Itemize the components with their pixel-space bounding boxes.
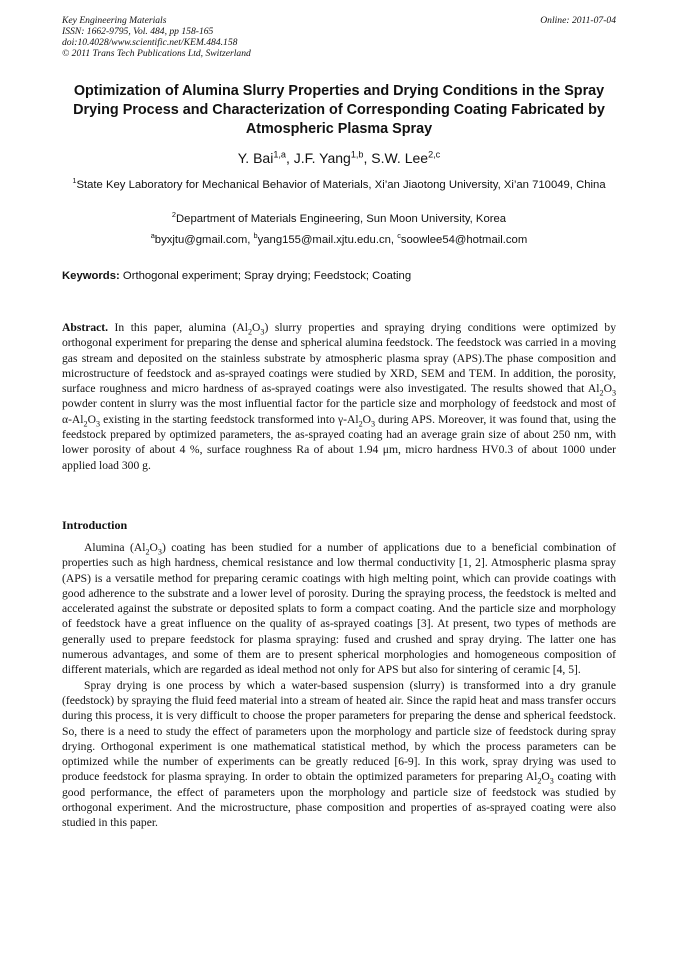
email-link[interactable]: yang155@mail.xjtu.edu.cn, xyxy=(257,234,398,246)
intro-paragraph-1 xyxy=(62,540,616,678)
intro-paragraph-2 xyxy=(62,678,616,831)
email-superscript: c xyxy=(397,231,401,241)
abstract-text: during APS. Moreover, it was found that, using the feedstock prepared by optimized parameters, the as-sprayed coating had an average grain size of about 250 nm, with lower porosity of about 4 %, surface roughness Ra of about 1.94 μm, micro hardness HV0.3 of about 1000 under applied load 300 g. xyxy=(62,412,616,472)
subscript: 2 xyxy=(145,547,150,557)
copyright-line: © 2011 Trans Tech Publications Ltd, Switzerland xyxy=(62,48,251,59)
abstract xyxy=(62,320,616,473)
abstract-text: O xyxy=(362,412,371,426)
subscript: 2 xyxy=(247,327,253,337)
email-superscript: b xyxy=(253,231,258,241)
subscript: 3 xyxy=(157,547,162,557)
email-link[interactable]: byxjtu@gmail.com, xyxy=(154,234,254,246)
subscript: 3 xyxy=(549,776,554,786)
abstract-text: In this paper, alumina (Al xyxy=(108,321,248,334)
keywords xyxy=(62,270,616,282)
affiliation-text: State Key Laboratory for Mechanical Behavior of Materials, Xi’an Jiaotong University, Xi’an 710049, China xyxy=(76,179,606,191)
paragraph-text: coating with good performance, the effect of parameters upon the morphology and particle size of feedstock was studied by orthogonal experiment. And the microstructure, phase composition and properties of as-sprayed coating were also studied in this paper. xyxy=(62,770,616,830)
author-separator: , xyxy=(363,150,372,166)
email-superscript: a xyxy=(150,231,155,241)
author-name: J.F. Yang xyxy=(293,150,351,166)
author-superscript: 1,b xyxy=(350,149,364,160)
subscript: 3 xyxy=(371,419,376,429)
affiliation-text: Department of Materials Engineering, Sun Moon University, Korea xyxy=(176,213,507,225)
subscript: 3 xyxy=(95,419,101,429)
abstract-text: existing in the starting feedstock transformed into γ-Al xyxy=(100,412,359,426)
subscript: 3 xyxy=(611,388,616,398)
online-date: Online: 2011-07-04 xyxy=(540,15,616,26)
subscript: 3 xyxy=(260,327,265,337)
journal-metadata xyxy=(62,15,251,59)
subscript: 2 xyxy=(83,419,88,429)
paragraph-text: ) coating has been studied for a number of applications due to a beneficial combination of properties such as high hardness, chemical resistance and low thermal conductivity [1, 2]. Atmospheric plasma spray (APS) is a versatile method for preparing ceramic coatings with high melting point, which can provide coatings with good adherence to the substrate and a lower level of porosity. During the spraying process, the feedstock is melted and accelerated against the substrate or deposited splats to form a compact coating. And the particle size and morphology of feedstock have a great influence on the quality of as-sprayed coatings [3]. At present, two types of methods are generally used to prepare feedstock for plasma spraying: fused and crushed and spray drying. The latter one has numerous advantages, and some of them are to present spherical morphologies and homogeneous composition of different materials, which are regarded as ideal method not only for APS but also for sintering of ceramic [4, 5]. xyxy=(62,541,616,677)
affiliation-1 xyxy=(62,178,616,193)
author-emails xyxy=(62,233,616,248)
abstract-text: O xyxy=(252,321,261,334)
keywords-text: Orthogonal experiment; Spray drying; Feedstock; Coating xyxy=(119,270,412,282)
abstract-text: powder content in slurry was the most influential factor for the particle size and morphology of feedstock and most of α-Al xyxy=(62,397,616,426)
abstract-text: O xyxy=(603,382,612,396)
affiliation-superscript: 1 xyxy=(72,176,77,186)
paragraph-text: O xyxy=(149,541,158,554)
subscript: 2 xyxy=(599,388,604,398)
affiliation-superscript: 2 xyxy=(171,210,176,220)
author-list xyxy=(62,150,616,166)
paragraph-text: O xyxy=(541,770,550,784)
abstract-label: Abstract. xyxy=(62,321,109,334)
abstract-text: ) slurry properties and spraying drying conditions were optimized by orthogonal experiment for preparing the dense and spherical alumina feedstock. The feedstock was carried in a moving gas stream and deposited on the stainless substrate by atmospheric plasma spray (APS).The phase composition and microstructure of feedstock and as-sprayed coatings were studied by XRD, SEM and TEM. In addition, the porosity, surface roughness and micro hardness of as-sprayed coatings were also investigated. The results showed that Al xyxy=(62,321,617,396)
subscript: 2 xyxy=(537,776,542,786)
author-name: S.W. Lee xyxy=(371,150,429,166)
doi-line: doi:10.4028/www.scientific.net/KEM.484.158 xyxy=(62,37,238,48)
subscript: 2 xyxy=(358,419,363,429)
author-separator: , xyxy=(285,150,294,166)
paragraph-text: Spray drying is one process by which a water-based suspension (slurry) is transformed into a dry granule (feedstock) by spraying the fluid feed material into a stream of heated air. Since the rapid heat and mass transfer occurs during this process, it is very difficult to choose the proper parameters for preparing the dense and spherical feedstock. So, there is a need to study the effect of parameters upon the morphology and particle size of feedstock during spray drying. Orthogonal experiment is one mathematical statistical method, by which the process parameters can be optimized while the number of experiments can be greatly reduced [6-9]. In this work, spray drying was used to produce feedstock for plasma spraying. In order to obtain the optimized parameters for preparing Al xyxy=(62,678,616,784)
author-superscript: 1,a xyxy=(273,149,286,160)
author-name: Y. Bai xyxy=(237,150,274,166)
paragraph-text: Alumina (Al xyxy=(84,541,146,554)
affiliation-2 xyxy=(62,212,616,227)
keywords-label: Keywords: xyxy=(62,270,120,282)
journal-name: Key Engineering Materials xyxy=(62,15,167,26)
author-superscript: 2,c xyxy=(428,149,441,160)
email-link[interactable]: soowlee54@hotmail.com xyxy=(400,234,528,246)
issn-line: ISSN: 1662-9795, Vol. 484, pp 158-165 xyxy=(62,26,214,37)
paper-title: Optimization of Alumina Slurry Properties and Drying Conditions in the Spray Drying Process and Characterization of Corresponding Coating Fabricated by Atmospheric Plasma Spray xyxy=(73,83,605,137)
introduction-body xyxy=(62,540,616,831)
section-heading-introduction: Introduction xyxy=(62,518,128,532)
abstract-text: O xyxy=(87,412,96,426)
